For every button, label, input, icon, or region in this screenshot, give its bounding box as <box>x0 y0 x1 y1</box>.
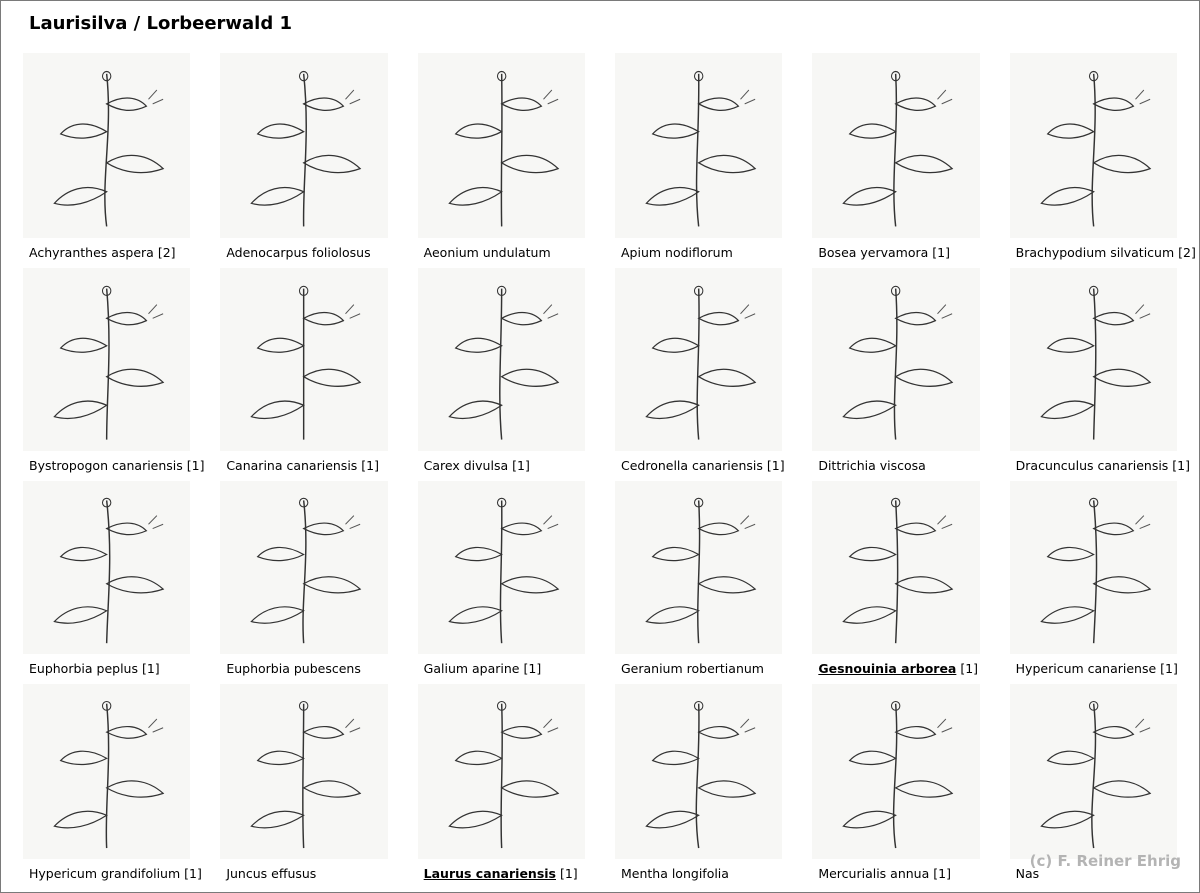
plant-name: Achyranthes aspera <box>29 245 154 260</box>
plant-drawing-icon <box>418 481 585 654</box>
plant-card <box>212 53 399 262</box>
plant-card <box>607 481 794 678</box>
plant-caption <box>424 458 530 473</box>
plant-caption <box>29 866 202 881</box>
plant-drawing-icon <box>812 53 979 238</box>
plant-drawing-icon <box>220 481 387 654</box>
plant-drawing-icon <box>220 684 387 859</box>
plant-card <box>212 684 399 883</box>
plant-name: Brachypodium silvaticum <box>1015 245 1175 260</box>
plant-reference: [1] <box>361 458 380 473</box>
plant-caption <box>1016 245 1196 260</box>
plant-caption <box>424 661 542 676</box>
plant-name: Euphorbia peplus <box>29 661 138 676</box>
plant-drawing-icon <box>23 684 190 859</box>
plant-card <box>410 268 597 475</box>
plant-sketch-image <box>220 53 387 238</box>
plant-name: Dittrichia viscosa <box>818 458 926 473</box>
plant-name: Dracunculus canariensis <box>1015 458 1169 473</box>
plant-name-link[interactable]: Laurus canariensis <box>423 866 556 881</box>
plant-sketch-image <box>1010 268 1177 451</box>
plant-name: Juncus effusus <box>226 866 317 881</box>
plant-caption <box>226 458 379 473</box>
plant-card <box>212 481 399 678</box>
plant-grid <box>15 53 1196 883</box>
plant-reference: [1] <box>1160 661 1178 676</box>
plant-caption <box>29 458 205 473</box>
plant-drawing-icon <box>812 481 979 654</box>
plant-name: Nas <box>1015 866 1040 881</box>
plant-caption <box>424 245 551 260</box>
copyright-watermark: (c) F. Reiner Ehrig <box>1029 852 1181 870</box>
plant-caption <box>818 245 950 260</box>
plant-sketch-image <box>220 268 387 451</box>
plant-name-link[interactable]: Gesnouinia arborea <box>818 661 957 676</box>
plant-drawing-icon <box>23 268 190 451</box>
plant-name: Mentha longifolia <box>620 866 729 881</box>
plant-caption <box>226 245 370 260</box>
plant-caption <box>818 458 926 473</box>
plant-sketch-image <box>1010 684 1177 859</box>
plant-drawing-icon <box>23 53 190 238</box>
plant-name: Canarina canariensis <box>226 458 358 473</box>
plant-reference: [1] <box>559 866 578 881</box>
plant-card <box>804 684 991 883</box>
plant-drawing-icon <box>220 268 387 451</box>
plant-reference: [1] <box>1172 458 1191 473</box>
plant-sketch-image <box>812 53 979 238</box>
plant-card <box>1002 53 1196 262</box>
plant-name: Adenocarpus foliolosus <box>226 245 371 260</box>
plant-sketch-image <box>812 268 979 451</box>
plant-drawing-icon <box>812 268 979 451</box>
plant-drawing-icon <box>418 684 585 859</box>
plant-caption <box>818 866 951 881</box>
plant-reference: [1] <box>523 661 542 676</box>
plant-sketch-image <box>418 268 585 451</box>
plant-drawing-icon <box>812 684 979 859</box>
plant-card <box>15 684 202 883</box>
plant-name: Hypericum canariense <box>1015 661 1157 676</box>
plant-sketch-image <box>23 268 190 451</box>
plant-sketch-image <box>220 481 387 654</box>
plant-card <box>15 268 205 475</box>
plant-card <box>410 53 597 262</box>
plant-reference: [1] <box>932 245 950 260</box>
plant-sketch-image <box>615 53 782 238</box>
plant-caption <box>818 661 978 676</box>
plant-card <box>410 684 597 883</box>
plant-card <box>804 268 991 475</box>
plant-card <box>1002 268 1189 475</box>
plant-sketch-image <box>615 684 782 859</box>
plant-drawing-icon <box>1010 268 1177 451</box>
plant-card <box>410 481 597 678</box>
plant-name: Bystropogon canariensis <box>29 458 183 473</box>
plant-sketch-image <box>220 684 387 859</box>
plant-card <box>212 268 399 475</box>
plant-caption <box>621 458 785 473</box>
plant-drawing-icon <box>1010 53 1177 238</box>
plant-name: Euphorbia pubescens <box>226 661 361 676</box>
plant-caption <box>226 866 316 881</box>
plant-sketch-image <box>418 481 585 654</box>
plant-caption <box>29 661 160 676</box>
plant-drawing-icon <box>615 481 782 654</box>
plant-reference: [1] <box>184 866 202 881</box>
plant-reference: [1] <box>960 661 979 676</box>
plant-reference: [1] <box>933 866 951 881</box>
plant-reference: [1] <box>512 458 530 473</box>
plant-name: Bosea yervamora <box>818 245 929 260</box>
plant-sketch-image <box>615 481 782 654</box>
plant-reference: [2] <box>157 245 176 260</box>
plant-card <box>15 481 202 678</box>
plant-card <box>804 53 991 262</box>
plant-card <box>1002 481 1189 678</box>
plant-reference: [1] <box>141 661 160 676</box>
plant-drawing-icon <box>615 684 782 859</box>
plant-card <box>804 481 991 678</box>
plant-card <box>607 684 794 883</box>
plant-name: Geranium robertianum <box>620 661 764 676</box>
plant-sketch-image <box>23 684 190 859</box>
plant-drawing-icon <box>615 53 782 238</box>
plant-drawing-icon <box>418 53 585 238</box>
plant-card <box>607 53 794 262</box>
plant-sketch-image <box>615 268 782 451</box>
plant-caption <box>1016 458 1190 473</box>
plant-caption <box>1016 661 1178 676</box>
plant-reference: [1] <box>766 458 785 473</box>
plant-card <box>607 268 794 475</box>
plant-name: Galium aparine <box>423 661 520 676</box>
plant-reference: [2] <box>1178 245 1196 260</box>
plant-caption <box>621 866 729 881</box>
plant-drawing-icon <box>220 53 387 238</box>
plant-drawing-icon <box>1010 684 1177 859</box>
plant-sketch-image <box>23 481 190 654</box>
plant-sketch-image <box>23 53 190 238</box>
plant-name: Aeonium undulatum <box>423 245 551 260</box>
plant-name: Apium nodiflorum <box>620 245 733 260</box>
plant-caption <box>29 245 176 260</box>
plant-card <box>15 53 202 262</box>
plant-drawing-icon <box>615 268 782 451</box>
plant-caption <box>621 661 764 676</box>
plant-drawing-icon <box>1010 481 1177 654</box>
plant-sketch-image <box>418 684 585 859</box>
plant-name: Carex divulsa <box>423 458 509 473</box>
page-title: Laurisilva / Lorbeerwald 1 <box>29 13 293 34</box>
plant-drawing-icon <box>418 268 585 451</box>
plant-sketch-image <box>1010 481 1177 654</box>
plant-name: Cedronella canariensis <box>620 458 763 473</box>
plant-caption <box>226 661 361 676</box>
plant-name: Mercurialis annua <box>818 866 930 881</box>
plant-reference: [1] <box>186 458 205 473</box>
plant-drawing-icon <box>23 481 190 654</box>
plant-sketch-image <box>1010 53 1177 238</box>
plant-name: Hypericum grandifolium <box>29 866 181 881</box>
plant-caption <box>424 866 578 881</box>
plant-sketch-image <box>812 481 979 654</box>
plant-sketch-image <box>812 684 979 859</box>
plant-sketch-image <box>418 53 585 238</box>
plant-caption <box>621 245 733 260</box>
